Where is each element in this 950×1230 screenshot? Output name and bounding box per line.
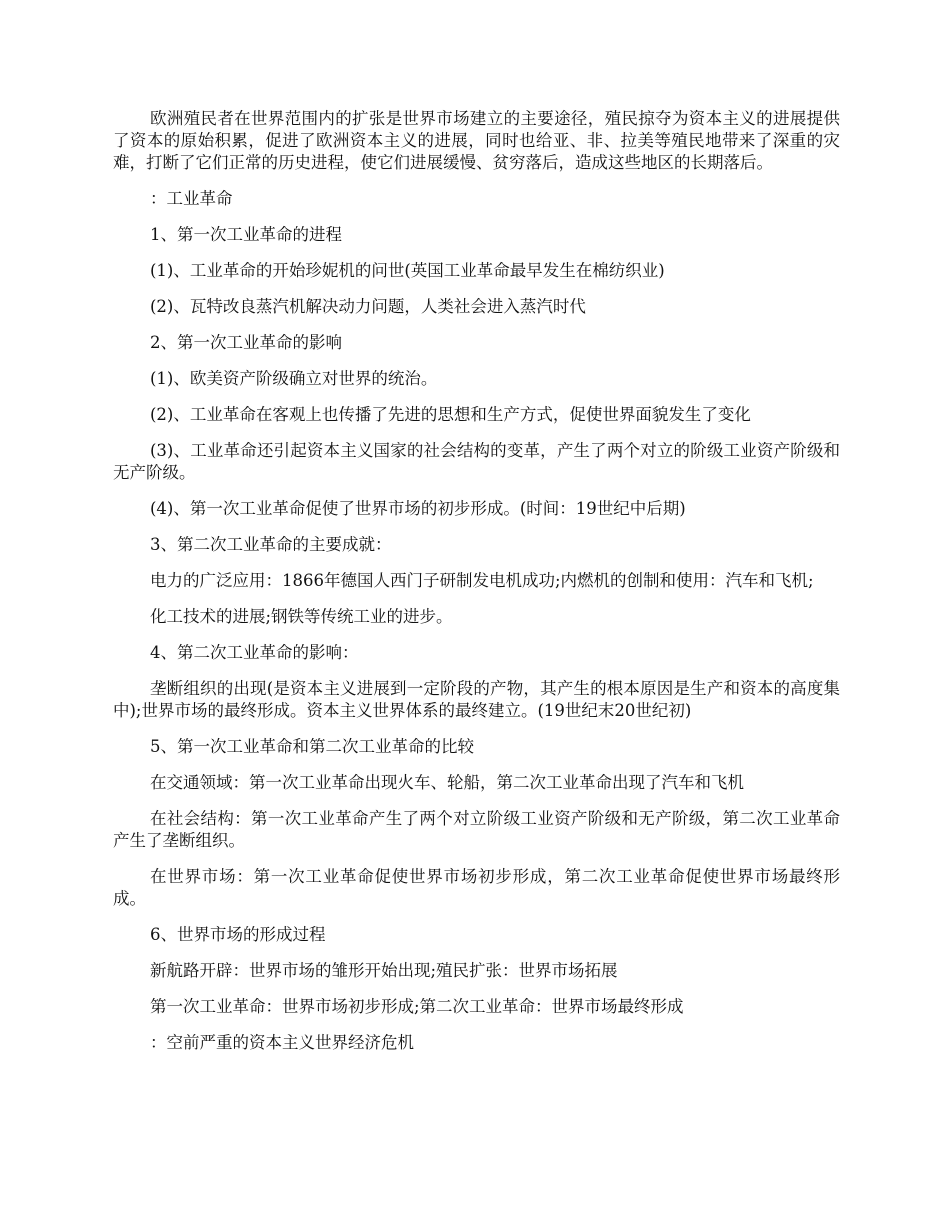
heading-revolution-comparison: 5、第一次工业革命和第二次工业革命的比较 [150, 737, 474, 756]
body-paragraph: 在社会结构：第一次工业革命产生了两个对立阶级工业资产阶级和无产阶级，第二次工业革命产生了垄断组织。 [113, 809, 840, 850]
list-item: (2)、瓦特改良蒸汽机解决动力问题，人类社会进入蒸汽时代 [150, 297, 586, 316]
heading-first-revolution-process: 1、第一次工业革命的进程 [150, 225, 342, 244]
body-paragraph: 化工技术的进展;钢铁等传统工业的进步。 [150, 607, 453, 626]
section-heading-economic-crisis: ：空前严重的资本主义世界经济危机 [150, 1033, 414, 1052]
body-paragraph: 新航路开辟：世界市场的雏形开始出现;殖民扩张：世界市场拓展 [150, 961, 618, 980]
body-paragraph: 电力的广泛应用：1866年德国人西门子研制发电机成功;内燃机的创制和使用：汽车和飞机; [150, 571, 814, 590]
body-paragraph: 第一次工业革命：世界市场初步形成;第二次工业革命：世界市场最终形成 [150, 997, 684, 1016]
heading-world-market-formation: 6、世界市场的形成过程 [150, 925, 326, 944]
document-page [113, 108, 840, 1068]
list-item: (2)、工业革命在客观上也传播了先进的思想和生产方式，促使世界面貌发生了变化 [150, 405, 751, 424]
list-item: (4)、第一次工业革命促使了世界市场的初步形成。(时间：19世纪中后期) [150, 499, 686, 518]
body-paragraph: 在世界市场：第一次工业革命促使世界市场初步形成，第二次工业革命促使世界市场最终形成。 [113, 867, 840, 908]
heading-second-revolution-achievements: 3、第二次工业革命的主要成就： [150, 535, 392, 554]
heading-second-revolution-impact: 4、第二次工业革命的影响： [150, 643, 359, 662]
list-item: (3)、工业革命还引起资本主义国家的社会结构的变革，产生了两个对立的阶级工业资产阶级和无产阶级。 [113, 441, 840, 482]
intro-paragraph: 欧洲殖民者在世界范围内的扩张是世界市场建立的主要途径，殖民掠夺为资本主义的进展提供了资本的原始积累，促进了欧洲资本主义的进展，同时也给亚、非、拉美等殖民地带来了深重的灾难，打断了它们正常的历史进程，使它们进展缓慢、贫穷落后，造成这些地区的长期落后。 [113, 109, 840, 172]
list-item: (1)、欧美资产阶级确立对世界的统治。 [150, 369, 438, 388]
body-paragraph: 在交通领域：第一次工业革命出现火车、轮船，第二次工业革命出现了汽车和飞机 [150, 773, 744, 792]
list-item: (1)、工业革命的开始珍妮机的问世(英国工业革命最早发生在棉纺织业) [150, 261, 665, 280]
body-paragraph: 垄断组织的出现(是资本主义进展到一定阶段的产物，其产生的根本原因是生产和资本的高度集中);世界市场的最终形成。资本主义世界体系的最终建立。(19世纪末20世纪初) [113, 679, 840, 720]
section-heading-industrial-revolution: ：工业革命 [150, 189, 233, 208]
heading-first-revolution-impact: 2、第一次工业革命的影响 [150, 333, 342, 352]
